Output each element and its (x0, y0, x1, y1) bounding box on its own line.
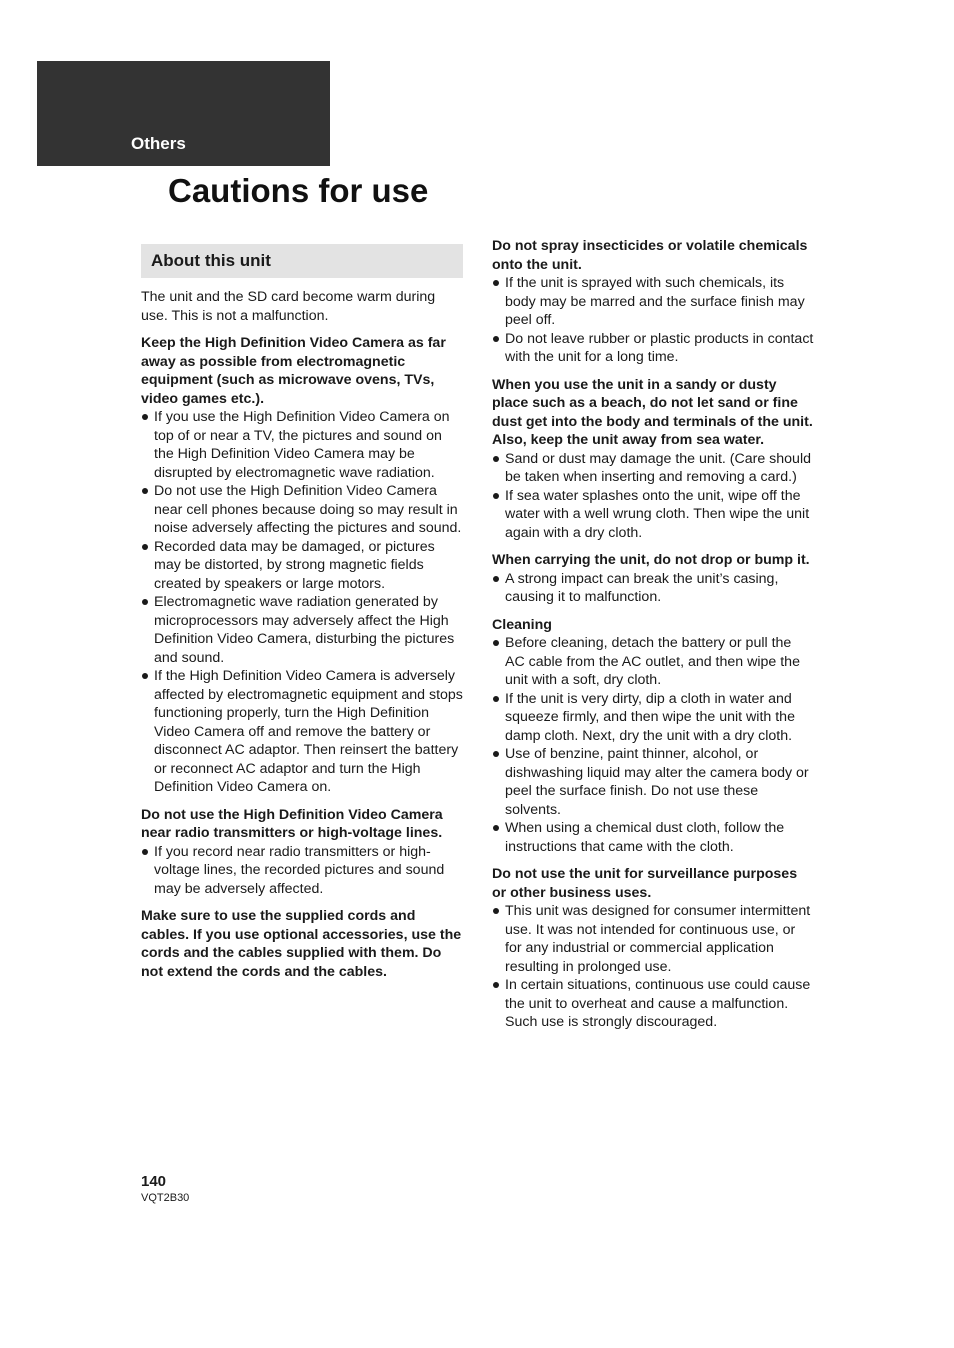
subheading-about-this-unit: About this unit (141, 244, 463, 278)
caution-heading: Do not spray insecticides or volatile chemicals onto the unit. (492, 238, 808, 273)
caution-heading: Do not use the unit for surveillance purposes or other business uses. (492, 866, 798, 901)
bullet-item: Recorded data may be damaged, or pictures may be distorted, by strong magnetic fields created by speakers or large motors. (141, 538, 463, 594)
caution-heading-cleaning: Cleaning (492, 616, 552, 633)
bullet-item: Electromagnetic wave radiation generated by microprocessors may adversely affect the High Definition Video Camera, disturbing the pictures and sound. (141, 593, 463, 667)
section-tab (37, 61, 330, 166)
caution-heading: Also, keep the unit away from sea water. (492, 432, 765, 448)
section-label: Others (131, 134, 186, 153)
caution-heading: When you use the unit in a sandy or dusty place such as a beach, do not let sand or fine dust get into the body and terminals of the unit. (492, 376, 813, 430)
left-column (141, 244, 463, 981)
bullet-item: A strong impact can break the unit’s casing, causing it to malfunction. (492, 570, 814, 607)
document-code: VQT2B30 (141, 1192, 190, 1204)
right-column (492, 237, 814, 1032)
page-title: Cautions for use (168, 172, 429, 209)
bullet-item: This unit was designed for consumer intermittent use. It was not intended for continuous use, or for any industrial or commercial application resulting in prolonged use. (492, 902, 814, 976)
page-number: 140 (141, 1173, 167, 1190)
caution-heading: Keep the High Definition Video Camera as far away as possible from electromagnetic equipment (such as microwave ovens, TVs, video games etc.). (141, 335, 446, 407)
bullet-item: Do not use the High Definition Video Camera near cell phones because doing so may result in noise adversely affecting the pictures and sound. (141, 482, 463, 538)
caution-heading: Make sure to use the supplied cords and cables. If you use optional accessories, use the cords and the cables supplied with them. Do not extend the cords and the cables. (141, 908, 462, 980)
page-footer (141, 1173, 189, 1205)
bullet-item: If the High Definition Video Camera is adversely affected by electromagnetic equipment and stops functioning properly, turn the High Definition Video Camera off and remove the battery or disconnect AC adaptor. Then reinsert the battery or reconnect AC adaptor and turn the High Definition Video Camera on. (141, 667, 463, 797)
bullet-list (492, 634, 814, 856)
bullet-item: When using a chemical dust cloth, follow the instructions that came with the cloth. (492, 819, 814, 856)
bullet-item: Do not leave rubber or plastic products in contact with the unit for a long time. (492, 330, 814, 367)
bullet-list (492, 450, 814, 543)
intro-paragraph: The unit and the SD card become warm during use. This is not a malfunction. (141, 289, 436, 324)
bullet-item: If the unit is sprayed with such chemicals, its body may be marred and the surface finish may peel off. (492, 274, 814, 330)
bullet-item: Sand or dust may damage the unit. (Care should be taken when inserting and removing a card.) (492, 450, 814, 487)
bullet-list (492, 570, 814, 607)
bullet-item: If the unit is very dirty, dip a cloth in water and squeeze firmly, and then wipe the unit with the damp cloth. Next, dry the unit with a dry cloth. (492, 690, 814, 746)
caution-heading: Do not use the High Definition Video Camera near radio transmitters or high-voltage lines. (141, 806, 443, 841)
bullet-item: If sea water splashes onto the unit, wipe off the water with a well wrung cloth. Then wipe the unit again with a dry cloth. (492, 487, 814, 543)
bullet-item: Before cleaning, detach the battery or pull the AC cable from the AC outlet, and then wipe the unit with a soft, dry cloth. (492, 634, 814, 690)
caution-heading: When carrying the unit, do not drop or bump it. (492, 552, 810, 568)
bullet-list (141, 843, 463, 899)
bullet-item: Use of benzine, paint thinner, alcohol, or dishwashing liquid may alter the camera body or peel the surface finish. Do not use these solvents. (492, 745, 814, 819)
bullet-list (492, 274, 814, 367)
bullet-list (141, 408, 463, 797)
bullet-list (492, 902, 814, 1032)
bullet-item: If you record near radio transmitters or high-voltage lines, the recorded pictures and sound may be adversely affected. (141, 843, 463, 899)
bullet-item: If you use the High Definition Video Camera on top of or near a TV, the pictures and sound on the High Definition Video Camera may be disrupted by electromagnetic wave radiation. (141, 408, 463, 482)
bullet-item: In certain situations, continuous use could cause the unit to overheat and cause a malfunction. Such use is strongly discouraged. (492, 976, 814, 1032)
